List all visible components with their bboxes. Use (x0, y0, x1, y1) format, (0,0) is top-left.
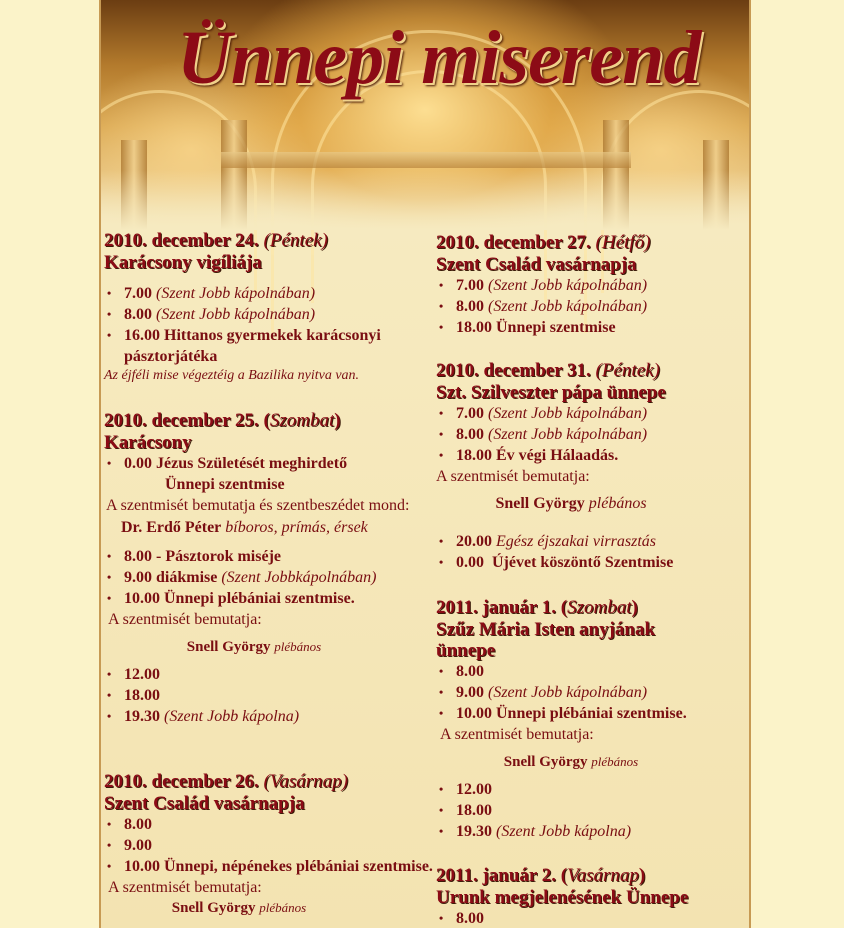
mass-list (104, 546, 434, 609)
list-item: • 8.00 (Szent Jobb kápolnában) (436, 424, 746, 445)
mass-list (104, 664, 434, 727)
section-date: 2010. december 27. (Hétfő) (436, 232, 651, 253)
mass-list (104, 453, 434, 495)
section-jan2 (436, 865, 746, 928)
list-item: • 0.00 Újévet köszöntő Szentmise (436, 552, 746, 573)
list-item: • 0.00 Jézus Születését meghirdető Ünnepi szentmise (104, 453, 434, 495)
mass-list (436, 908, 746, 928)
feast-title: Szent Család vasárnapja (436, 254, 637, 275)
feast-title: Karácsony (104, 432, 192, 453)
section-jan1 (436, 597, 746, 842)
mass-list (436, 403, 746, 466)
list-item: • 8.00 - Pásztorok miséje (104, 546, 434, 567)
day-text: (Péntek) (263, 230, 328, 251)
celebrant-line: A szentmisét bemutatja: (436, 468, 590, 485)
celebrant-line: A szentmisét bemutatja: (108, 879, 262, 896)
list-item: • 9.00 diákmise (Szent Jobbkápolnában) (104, 567, 434, 588)
date-text: 2010. december 24. (104, 230, 259, 251)
page-title: Ünnepi miserend (177, 16, 701, 100)
list-item: • 10.00 Ünnepi plébániai szentmise. (436, 703, 746, 724)
list-item: • 18.00 (104, 685, 434, 706)
list-item: • 18.00 Ünnepi szentmise (436, 317, 746, 338)
list-item: • 8.00 (Szent Jobb kápolnában) (436, 296, 746, 317)
celebrant: Dr. Erdő Péter bíboros, prímás, érsek (121, 519, 368, 536)
priest-signature: Snell György plébános (186, 639, 322, 655)
celebrant-line: A szentmisét bemutatja: (108, 611, 262, 628)
page-container (99, 0, 751, 928)
priest-signature: Snell György plébános (503, 754, 639, 770)
feast-title: Szűz Mária Isten anyjának ünnepe (436, 619, 656, 661)
list-item: • 19.30 (Szent Jobb kápolna) (436, 821, 746, 842)
mass-list (436, 275, 746, 338)
mass-list (436, 531, 746, 573)
section-dec31 (436, 360, 746, 573)
priest-signature: Snell György plébános (495, 495, 647, 512)
basilica-dome-banner (101, 0, 749, 230)
priest-signature: Snell György plébános (171, 900, 307, 916)
list-item: • 8.00 (436, 908, 746, 928)
feast-title: Szt. Szilveszter pápa ünnepe (436, 382, 666, 403)
list-item: • 8.00 (Szent Jobb kápolnában) (104, 304, 434, 325)
feast-title: Urunk megjelenésének Ünnepe (436, 887, 689, 908)
mass-list (436, 779, 746, 842)
section-date: 2010. december 31. (Péntek) (436, 360, 660, 381)
section-date (104, 230, 434, 252)
list-item: • 20.00 Egész éjszakai virrasztás (436, 531, 746, 552)
section-dec25 (104, 410, 434, 727)
list-item: • 7.00 (Szent Jobb kápolnában) (104, 283, 434, 304)
list-item: • 12.00 (436, 779, 746, 800)
list-item: • 10.00 Ünnepi plébániai szentmise. (104, 588, 434, 609)
feast-title: Karácsony vigíliája (104, 252, 262, 273)
list-item: • 19.30 (Szent Jobb kápolna) (104, 706, 434, 727)
section-dec27 (436, 232, 746, 338)
mass-list (104, 283, 434, 367)
list-item: • 9.00 (Szent Jobb kápolnában) (436, 682, 746, 703)
list-item: • 12.00 (104, 664, 434, 685)
list-item: • 18.00 Év végi Hálaadás. (436, 445, 746, 466)
list-item: • 8.00 (104, 814, 434, 835)
section-date: 2010. december 25. (Szombat) (104, 410, 341, 431)
section-date: 2011. január 2. (Vasárnap) (436, 865, 646, 886)
opening-note: Az éjféli mise végeztéig a Bazilika nyitva van. (104, 368, 360, 383)
list-item: • 18.00 (436, 800, 746, 821)
celebrant-line: A szentmisét bemutatja és szentbeszédet mond: (106, 497, 410, 514)
mass-list (104, 814, 434, 877)
section-dec26 (104, 771, 434, 917)
mass-list (436, 661, 746, 724)
feast-title: Szent Család vasárnapja (104, 793, 305, 814)
celebrant-line: A szentmisét bemutatja: (440, 726, 594, 743)
list-item: • 10.00 Ünnepi, népénekes plébániai szentmise. (104, 856, 434, 877)
section-date: 2011. január 1. (Szombat) (436, 597, 638, 618)
section-dec24 (104, 230, 434, 385)
section-date: 2010. december 26. (Vasárnap) (104, 771, 348, 792)
list-item: • 9.00 (104, 835, 434, 856)
list-item: • 7.00 (Szent Jobb kápolnában) (436, 275, 746, 296)
list-item: • 7.00 (Szent Jobb kápolnában) (436, 403, 746, 424)
list-item: • 8.00 (436, 661, 746, 682)
list-item: • 16.00 Hittanos gyermekek karácsonyi pásztorjátéka (104, 325, 434, 367)
